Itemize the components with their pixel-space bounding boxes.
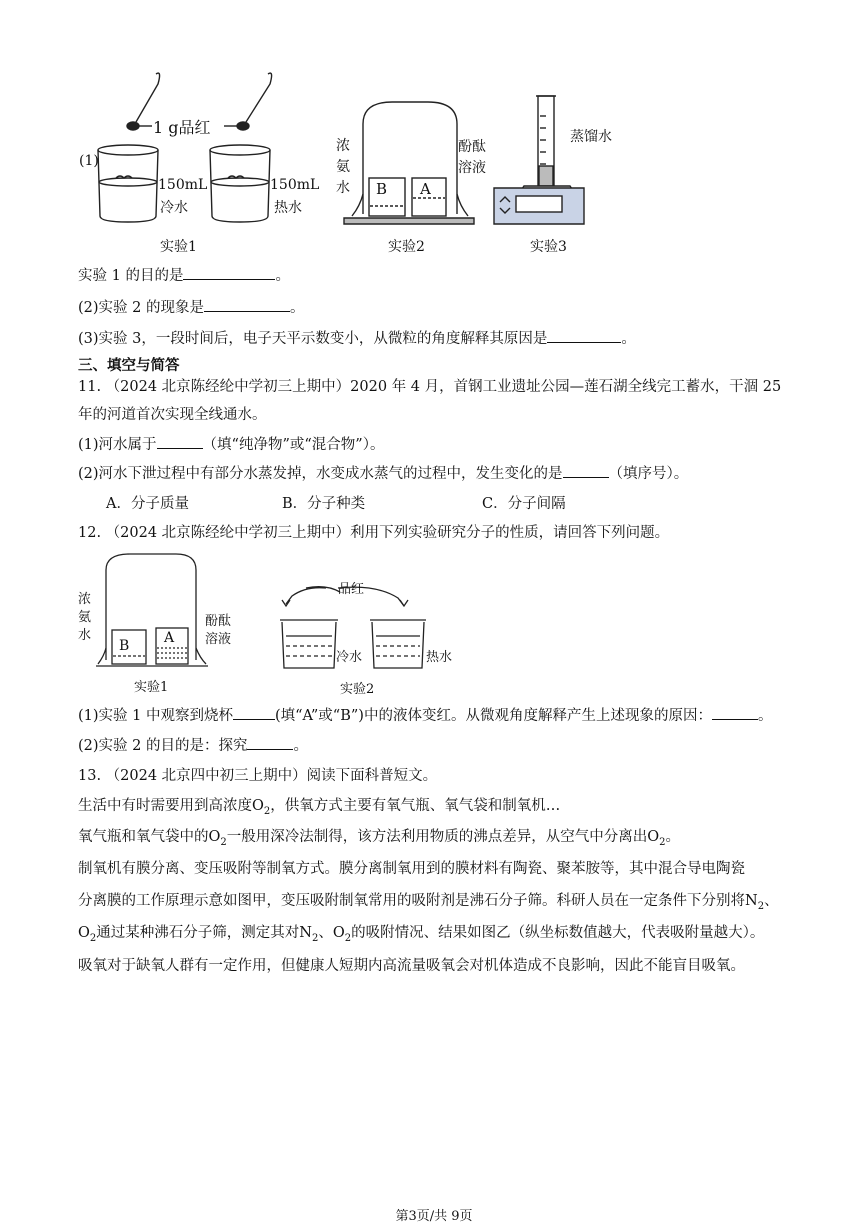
caption-experiment-2: 实验2 — [388, 239, 425, 255]
beaker-cold-icon — [98, 145, 158, 222]
beaker-cold-icon — [280, 620, 338, 668]
q13-stem: 13. （2024 北京四中初三上期中）阅读下面科普短文。 — [78, 768, 438, 784]
q12-label-phenol-2: 溶液 — [205, 632, 232, 647]
q12-caption-experiment-2: 实验2 — [340, 682, 375, 697]
label-ammonia-1: 浓 — [336, 138, 350, 154]
q13-para-line4: 分离膜的工作原理示意如图甲，变压吸附制氧常用的吸附剂是沸石分子筛。科研人员在一定条件下分别将$N_2$、 — [78, 893, 779, 912]
q12-label-cold-water: 冷水 — [336, 650, 363, 665]
q12-label-beaker-b: B — [119, 638, 130, 654]
q11-option-c[interactable]: C．分子间隔 — [482, 496, 566, 512]
label-beaker-b: B — [376, 180, 388, 198]
q13-para-line5: $O_2$通过某种沸石分子筛，测定其对$N_2$、$O_2$的吸附情况、结果如图乙（纵坐标数值越大，代表吸附量越大）。 — [78, 925, 765, 944]
q11-stem-line2: 年的河道首次实现全线通水。 — [78, 407, 267, 423]
label-beaker-a: A — [420, 180, 431, 198]
balance-cylinder-icon — [494, 96, 584, 224]
q13-para-line6: 吸氧对于缺氧人群有一定作用，但健康人短期内高流量吸氧会对机体造成不良影响，因此不能盲目吸氧。 — [78, 958, 745, 974]
answer-blank[interactable] — [563, 463, 609, 478]
q12-label-pinhong: 品红 — [338, 582, 365, 597]
answer-blank[interactable] — [157, 434, 203, 449]
q12-label-ammonia-3: 水 — [78, 628, 92, 643]
answer-blank[interactable] — [183, 265, 275, 280]
q12-label-ammonia-1: 浓 — [78, 592, 92, 607]
bell-jar-icon — [344, 102, 474, 224]
bell-jar-icon — [96, 554, 208, 666]
spoon-right-icon — [246, 73, 272, 122]
q11-option-b[interactable]: B．分子种类 — [282, 496, 366, 512]
answer-blank[interactable] — [204, 297, 290, 312]
q13-para-line1: 生活中有时需要用到高浓度$O_2$，供氧方式主要有氧气瓶、氧气袋和制氧机… — [78, 798, 561, 817]
q12-part1: (1)实验 1 中观察到烧杯 (填“A”或“B”)中的液体变红。从微观角度解释产生上述现象的原因： 。 — [78, 705, 772, 727]
label-ammonia-3: 水 — [336, 180, 350, 196]
answer-blank[interactable] — [712, 705, 758, 720]
q12-label-beaker-a: A — [164, 630, 175, 646]
label-pinhong: 1 g品红 — [153, 118, 211, 137]
q11-part2: (2)河水下泄过程中有部分水蒸发掉，水变成水蒸气的过程中，发生变化的是 （填序号）。 — [78, 463, 688, 485]
q12-part2: (2)实验 2 的目的是：探究 。 — [78, 735, 308, 757]
page-footer: 第3页/共 9页 — [395, 1209, 473, 1224]
q10-part2: (2)实验 2 的现象是 。 — [78, 297, 304, 319]
q12-caption-experiment-1: 实验1 — [134, 680, 169, 695]
caption-experiment-1: 实验1 — [160, 239, 197, 255]
q13-para-line3: 制氧机有膜分离、变压吸附等制氧方式。膜分离制氧用到的膜材料有陶瓷、聚苯胺等，其中混合导电陶瓷 — [78, 861, 745, 877]
section-heading: 三、填空与简答 — [78, 357, 180, 374]
beaker-hot-icon — [370, 620, 426, 668]
label-phenol-2: 溶液 — [458, 160, 486, 176]
q12-label-ammonia-2: 氨 — [78, 610, 92, 625]
q12-label-hot-water: 热水 — [426, 650, 453, 665]
label-hot-water: 热水 — [274, 200, 302, 216]
answer-blank[interactable] — [233, 705, 275, 720]
q11-option-a[interactable]: A．分子质量 — [106, 496, 189, 512]
beaker-hot-icon — [210, 145, 270, 222]
label-ammonia-2: 氨 — [336, 159, 350, 175]
label-phenol-1: 酚酞 — [458, 139, 486, 155]
label-distilled-water: 蒸馏水 — [570, 129, 612, 145]
q11-part1: (1)河水属于 （填“纯净物”或“混合物”）。 — [78, 434, 384, 456]
q10-part1: 实验 1 的目的是 。 — [78, 265, 290, 287]
label-hot-volume: 150mL — [270, 177, 320, 193]
answer-blank[interactable] — [547, 328, 621, 343]
label-cold-water: 冷水 — [160, 200, 188, 216]
q12-label-phenol-1: 酚酞 — [205, 614, 232, 629]
q13-para-line2: 氧气瓶和氧气袋中的$O_2$一般用深冷法制得，该方法利用物质的沸点差异，从空气中分离出$O_2$。 — [78, 829, 681, 848]
q10-part3: (3)实验 3，一段时间后，电子天平示数变小，从微粒的角度解释其原因是 。 — [78, 328, 636, 350]
caption-experiment-3: 实验3 — [530, 239, 567, 255]
fig-marker-1: (1) — [79, 153, 99, 169]
q12-stem: 12. （2024 北京陈经纶中学初三上期中）利用下列实验研究分子的性质，请回答下列问题。 — [78, 525, 670, 541]
label-cold-volume: 150mL — [158, 177, 208, 193]
answer-blank[interactable] — [247, 735, 293, 750]
q11-stem-line1: 11. （2024 北京陈经纶中学初三上期中）2020 年 4 月，首钢工业遗址公园—莲石湖全线完工蓄水，干涸 25 — [78, 379, 782, 395]
